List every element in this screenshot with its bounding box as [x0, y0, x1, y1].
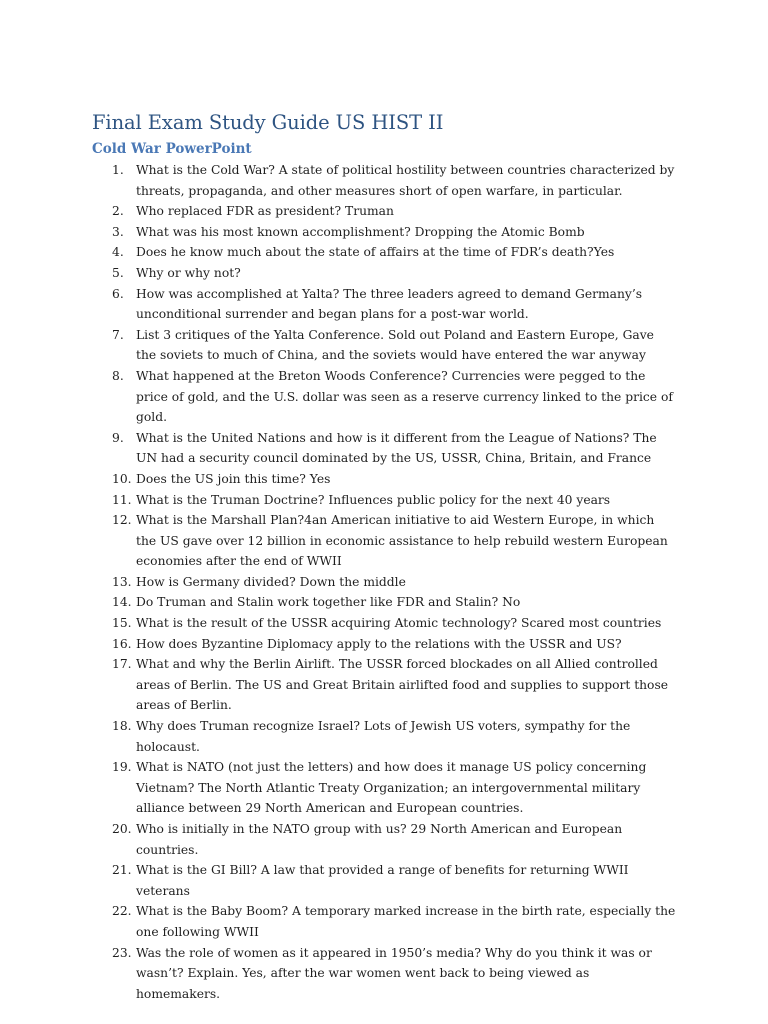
list-item — [0, 572, 676, 593]
item-number: 13. — [112, 574, 132, 589]
item-number: 2. — [112, 204, 124, 219]
item-text: Why or why not? — [136, 265, 241, 280]
list-item — [0, 943, 676, 1005]
item-number: 16. — [112, 636, 132, 651]
item-text: List 3 critiques of the Yalta Conference. Sold out Poland and Eastern Europe, Gave the soviets to much of China, and the soviets would have entered the war anyway — [136, 327, 654, 363]
item-text: What and why the Berlin Airlift. The USSR forced blockades on all Allied controlled areas of Berlin. The US and Great Britain airlifted food and supplies to support those areas of Berlin. — [136, 657, 669, 713]
item-text: How is Germany divided? Down the middle — [136, 574, 406, 589]
item-number: 8. — [112, 368, 124, 383]
item-text: What is the result of the USSR acquiring Atomic technology? Scared most countries — [136, 616, 662, 631]
item-text: How does Byzantine Diplomacy apply to the relations with the USSR and US? — [136, 636, 622, 651]
item-number: 3. — [112, 224, 124, 239]
item-number: 17. — [112, 657, 132, 672]
list-item — [0, 284, 676, 325]
list-item — [0, 634, 676, 655]
item-number: 6. — [112, 286, 124, 301]
item-number: 21. — [112, 863, 132, 878]
question-list — [0, 160, 768, 1004]
list-item — [0, 757, 676, 819]
item-text: What happened at the Breton Woods Conference? Currencies were pegged to the price of gold, and the U.S. dollar was seen as a reserve currency linked to the price of gold. — [136, 368, 673, 425]
list-item — [0, 819, 676, 860]
item-text: What is the Marshall Plan?4an American initiative to aid Western Europe, in which the US gave over 12 billion in economic assistance to help rebuild western European economies after the end of WWII — [136, 513, 668, 569]
list-item — [0, 366, 676, 428]
list-item — [0, 325, 676, 366]
item-text: Was the role of women as it appeared in 1950’s media? Why do you think it was or wasn’t? Explain. Yes, after the war women went back to being viewed as homemakers. — [136, 945, 652, 1001]
list-item — [0, 860, 676, 901]
list-item — [0, 716, 676, 757]
item-number: 4. — [112, 245, 124, 260]
list-item — [0, 428, 676, 469]
list-item — [0, 263, 676, 284]
item-text: What was his most known accomplishment? Dropping the Atomic Bomb — [136, 224, 585, 239]
item-number: 10. — [112, 471, 132, 486]
list-item — [0, 222, 676, 243]
item-number: 22. — [112, 904, 132, 919]
item-number: 5. — [112, 265, 124, 280]
item-number: 14. — [112, 595, 132, 610]
document-title: Final Exam Study Guide US HIST II — [92, 111, 444, 134]
item-text: What is the GI Bill? A law that provided a range of benefits for returning WWII veterans — [136, 863, 629, 898]
list-item — [0, 654, 676, 716]
item-text: How was accomplished at Yalta? The three leaders agreed to demand Germany’s unconditional surrender and began plans for a post-war world. — [136, 286, 643, 322]
list-item — [0, 613, 676, 634]
item-number: 7. — [112, 327, 124, 342]
section-heading: Cold War PowerPoint — [92, 141, 252, 157]
list-item — [0, 490, 676, 511]
list-item — [0, 242, 676, 263]
list-item — [0, 510, 676, 572]
list-item — [0, 592, 676, 613]
list-item — [0, 201, 676, 222]
item-number: 12. — [112, 513, 132, 528]
list-item — [0, 901, 676, 942]
item-text: Do Truman and Stalin work together like FDR and Stalin? No — [136, 595, 521, 610]
item-number: 19. — [112, 760, 132, 775]
item-text: What is the Cold War? A state of political hostility between countries characterized by threats, propaganda, and other measures short of open warfare, in particular. — [136, 163, 675, 198]
item-text: Does the US join this time? Yes — [136, 471, 331, 486]
item-number: 23. — [112, 945, 132, 960]
item-text: What is the Truman Doctrine? Influences public policy for the next 40 years — [136, 492, 611, 507]
item-number: 18. — [112, 719, 132, 734]
item-number: 9. — [112, 430, 124, 445]
item-number: 20. — [112, 822, 132, 836]
list-item — [0, 469, 676, 490]
item-text: What is the United Nations and how is it different from the League of Nations? The UN had a security council dominated by the US, USSR, China, Britain, and France — [136, 430, 657, 466]
item-number: 11. — [112, 492, 132, 507]
item-text: Who is initially in the NATO group with us? 29 North American and European countries. — [136, 822, 623, 857]
item-text: What is NATO (not just the letters) and how does it manage US policy concerning Vietnam? The North Atlantic Treaty Organization; an intergovernmental military alliance between 29 North American and European countries. — [136, 760, 647, 816]
item-text: What is the Baby Boom? A temporary marked increase in the birth rate, especially the one following WWII — [136, 904, 676, 939]
item-number: 1. — [112, 163, 124, 177]
list-item — [0, 160, 676, 201]
item-text: Who replaced FDR as president? Truman — [136, 204, 394, 219]
item-text: Why does Truman recognize Israel? Lots of Jewish US voters, sympathy for the holocaust. — [136, 719, 631, 754]
item-text: Does he know much about the state of affairs at the time of FDR’s death?Yes — [136, 245, 615, 260]
item-number: 15. — [112, 616, 132, 631]
